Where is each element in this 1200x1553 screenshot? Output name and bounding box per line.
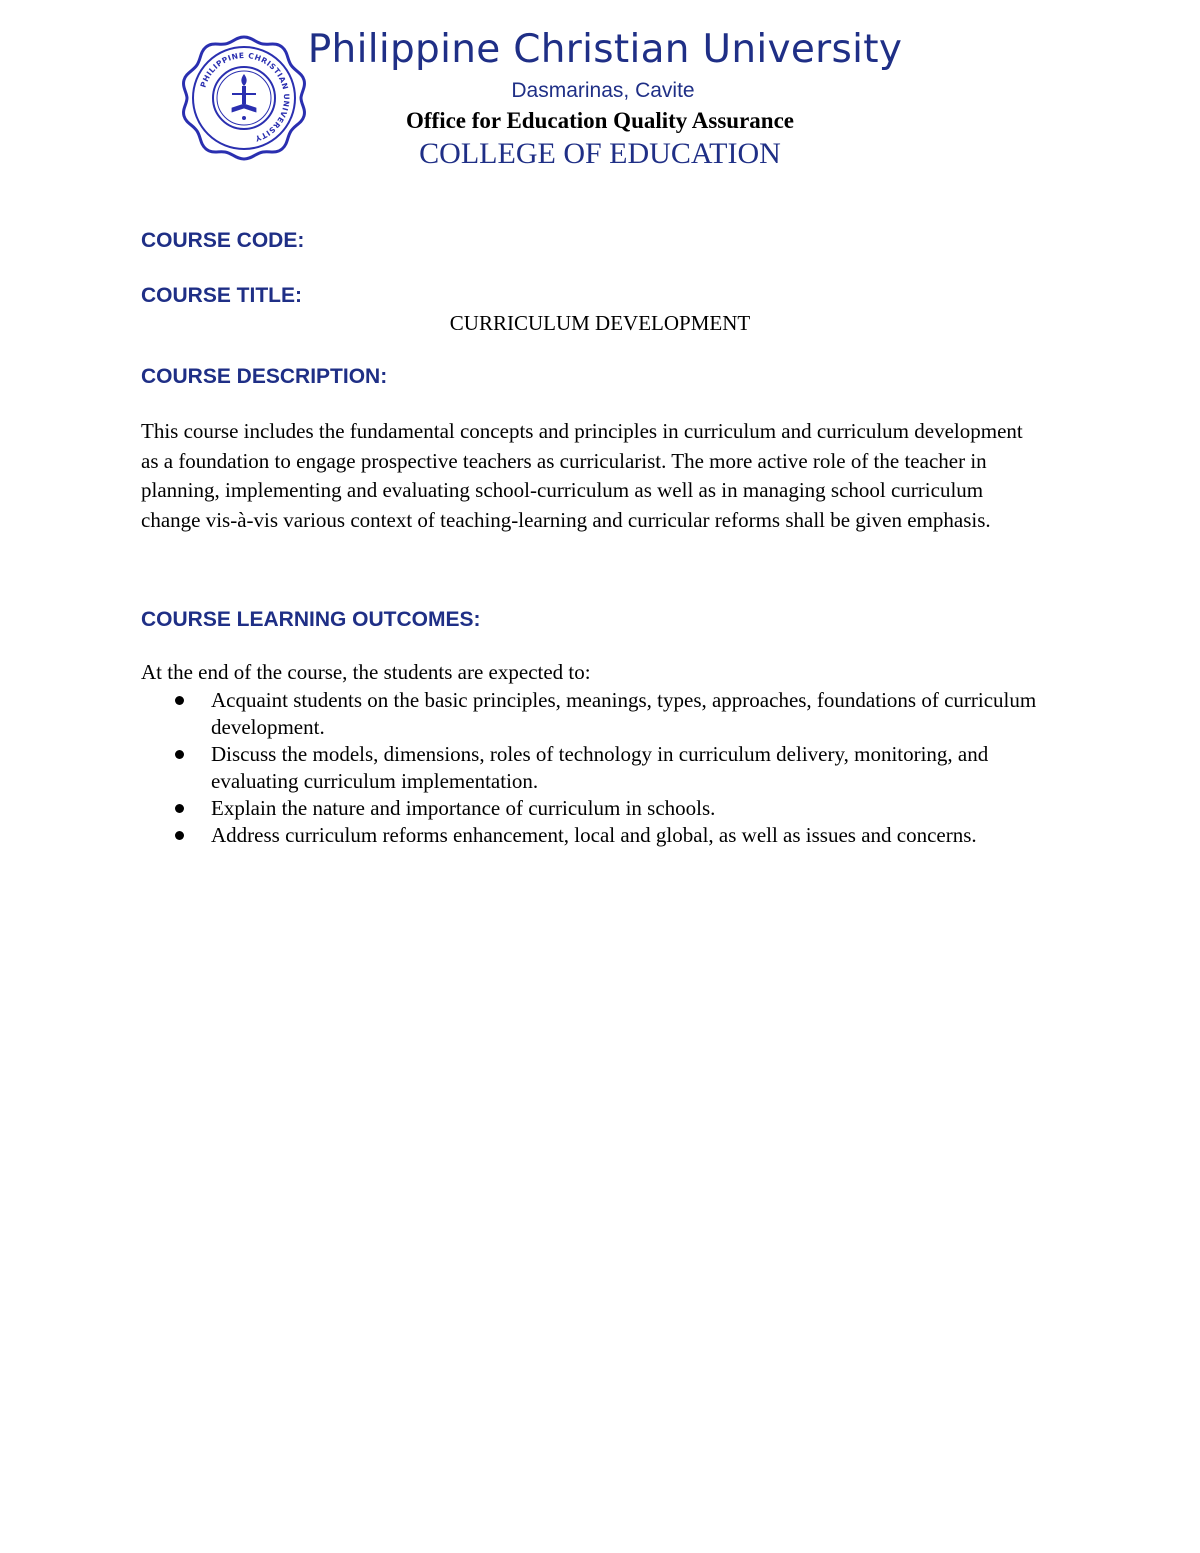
bullet-icon xyxy=(175,804,184,813)
outcome-text: Address curriculum reforms enhancement, local and global, as well as issues and concerns. xyxy=(211,823,977,847)
list-item xyxy=(141,687,1061,741)
bullet-icon xyxy=(175,750,184,759)
course-description-label: COURSE DESCRIPTION: xyxy=(141,365,388,388)
bullet-icon xyxy=(175,696,184,705)
learning-outcomes-label: COURSE LEARNING OUTCOMES: xyxy=(141,608,481,631)
course-description-text: This course includes the fundamental concepts and principles in curriculum and curriculum development as a foundation to engage prospective teachers as curricularist. The more active role of the teacher in planning, implementing and evaluating school-curriculum as well as in managing school curriculum change vis-à-vis various context of teaching-learning and curricular reforms shall be given emphasis. xyxy=(141,419,1023,532)
outcome-text: Acquaint students on the basic principles, meanings, types, approaches, foundations of curriculum development. xyxy=(211,688,1037,739)
bullet-icon xyxy=(175,831,184,840)
university-name: Philippine Christian University xyxy=(307,27,903,72)
outcome-text: Discuss the models, dimensions, roles of technology in curriculum delivery, monitoring, and evaluating curriculum implementation. xyxy=(211,742,989,793)
seal-ring-text: PHILIPPINE CHRISTIAN UNIVERSITY xyxy=(198,50,292,144)
list-item xyxy=(141,741,1061,795)
college-name: COLLEGE OF EDUCATION xyxy=(419,137,781,170)
office-name: Office for Education Quality Assurance xyxy=(405,108,794,133)
outcome-text: Explain the nature and importance of curriculum in schools. xyxy=(211,796,716,820)
list-item xyxy=(141,822,1061,849)
outcomes-list xyxy=(141,687,1061,849)
course-code-label: COURSE CODE: xyxy=(141,229,305,252)
course-title-label: COURSE TITLE: xyxy=(141,284,302,307)
university-location: Dasmarinas, Cavite xyxy=(511,79,695,102)
course-title-value: CURRICULUM DEVELOPMENT xyxy=(449,311,751,335)
list-item xyxy=(141,795,1061,822)
outcomes-intro: At the end of the course, the students are expected to: xyxy=(141,660,591,684)
